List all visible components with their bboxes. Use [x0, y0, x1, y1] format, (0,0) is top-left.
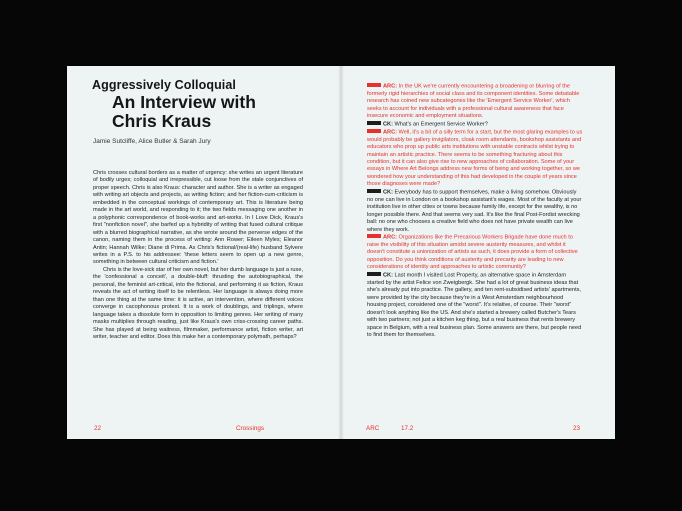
speaker-marker-icon: [367, 234, 381, 238]
article-title: [112, 93, 327, 130]
speaker-marker-icon: [367, 121, 381, 125]
speaker-label: CK:: [383, 272, 393, 279]
turn-text: Well, it's a bit of a silly term for a start, but the most glaring examples to us would probably be gallery invigilators, cloak room attendants, bookshop assistants and educators who prop up public arts institutions with unstable contracts whilst trying to maintain an artistic practice. There seems to be something fracturing about this condition, but it can also give rise to new approaches of collaboration. Some of your essays in Where Art Belongs address new forms of being and working together, so we wondered how your understanding of this had developed in the couple of years since those diagnoses were made?: [367, 129, 583, 188]
article-kicker: Aggressively Colloquial: [92, 78, 237, 92]
speaker-marker-icon: [367, 189, 381, 193]
article-title-line-2: Chris Kraus: [112, 110, 212, 131]
speaker-marker-icon: [367, 83, 381, 87]
intro-paragraph-1: Chris crosses cultural borders as a matter of urgency: she writes an urgent literature of bodily urges; colloquial and irrepressible, cut loose from the stale conjunctives of proper speech. Chris is also Kraus: character and author. She is a writer as engaged with writing art objects and projects, as writing fiction; and her fiction-cum-criticism is embedded in the conceptual workings of contemporary art. This is literature being made in the art world, and responding to it; the two fields messaging one another in a polyphonic correspondence of book-works and art-works. In I Love Dick, Kraus's first "nonfiction novel", she barfed up a hybridity of writing that fused cultural critique with a blurred biographical narrative, as she wrote around the perverse edges of the canon, naming them in the process of writing: Ann Rower; Eileen Myles; Eleanor Antin; Hannah Wilke; Diane di Prima. As Chris's fictional/(real-life) husband Sylvere writes in a P.S. to his addressee: 'these letters seem to open up a new genre, something in between cultural criticism and fiction.': [93, 170, 303, 266]
article-title-line-1: An Interview with: [112, 92, 256, 112]
left-page-number: 22: [94, 425, 102, 432]
intro-paragraph-2: Chris is the love-sick star of her own novel, but her dumb language is just a ruse, the 'confessional a conceit', a double-bluff: thrusting the autobiographical, the personal, the feminist art-critical, into the fictional, and performing it as fiction, Kraus reveals the act of writing itself to be relentless. Her language is always doing more than one thing at the same time: it is active, an intervention, where different voices converge in cacophonous protest. It is a work of doublings, and triplings, where language takes a dissolute form in opposition to limiting genres. Her writing of many masks multiplies through reading, just like Kraus's own criss-crossing career paths. She has played at being waitress, filmmaker, performance artist, fiction writer, art writer, teacher and editor. Does this make her a contemporary polymath, perhaps?: [93, 266, 303, 340]
right-page-number: 23: [573, 425, 581, 432]
speaker-marker-icon: [367, 272, 381, 276]
turn-text: Last month I visited Lost Property, an alternative space in Amsterdam started by the artist Felice von Zweigbergk. She had a lot of great business ideas that she's already put into practice. The gallery, and ten rent-subsidised artists' apartments, were provided by the city because they're in a West Amsterdam neighbourhood housing project, considered one of the "worst". It's relative, of course. Their "worst" doesn't look anything like the US. And she's started a brewery called Butcher's Tears with two partners; not just a kitchen keg thing, but a real business that rents brewery space in Belgium, with a real business plan. Some answers are there, but people need to find them for themselves.: [367, 272, 582, 338]
speaker-label: CK:: [383, 121, 393, 128]
left-page-body: [93, 170, 303, 341]
turn-text: Organizations like the Precarious Workers Brigade have done much to raise the visibility of this situation amidst severe austerity measures, and whilst it doesn't constitute a unionization of artists as such, it does provide a form of collective opposition. Do you think conditions of austerity and precarity are leading to new considerations of identity and approaches to artistic community?: [367, 234, 578, 271]
left-running-title: Crossings: [236, 425, 264, 432]
speaker-marker-icon: [367, 129, 381, 133]
interview-turn: [367, 189, 583, 234]
interview-turn: [367, 121, 583, 129]
speaker-label: ARC:: [383, 83, 397, 90]
page-gutter: [338, 66, 344, 439]
speaker-label: ARC:: [383, 234, 397, 241]
turn-text: In the UK we're currently encountering a broadening or blurring of the formerly rigid hierarchies of social class and its component identities. Some debatable research has coined new subcategories like the 'Emergent Service Worker', which seeks to account for individuals with a professional cultural awareness that face insecure economic and employment situations.: [367, 83, 580, 120]
article-header: [92, 78, 327, 145]
article-authors: Jamie Sutcliffe, Alice Butler & Sarah Jury: [93, 138, 211, 145]
speaker-label: CK:: [383, 189, 393, 196]
turn-text: Everybody has to support themselves, make a living somehow. Obviously no one can live in London on a bookshop assistant's wages. Most of the faculty at your institution live in other cities or towns because family life, except for the wealthy, is no longer possible there. And that seems very sad. It's like the final Post-Fordist wrecking ball: no one who chooses a creative field who does not have private wealth can live where they work.: [367, 189, 582, 233]
interview-turn: [367, 129, 583, 189]
right-issue-number: 17.2: [401, 425, 414, 432]
turn-text: What's an Emergent Service Worker?: [394, 121, 488, 128]
interview-turn: [367, 234, 583, 272]
speaker-label: ARC:: [383, 129, 397, 136]
interview-turn: [367, 83, 583, 121]
right-journal-name: ARC: [366, 425, 380, 432]
interview-column: [367, 83, 583, 339]
interview-turn: [367, 272, 583, 340]
